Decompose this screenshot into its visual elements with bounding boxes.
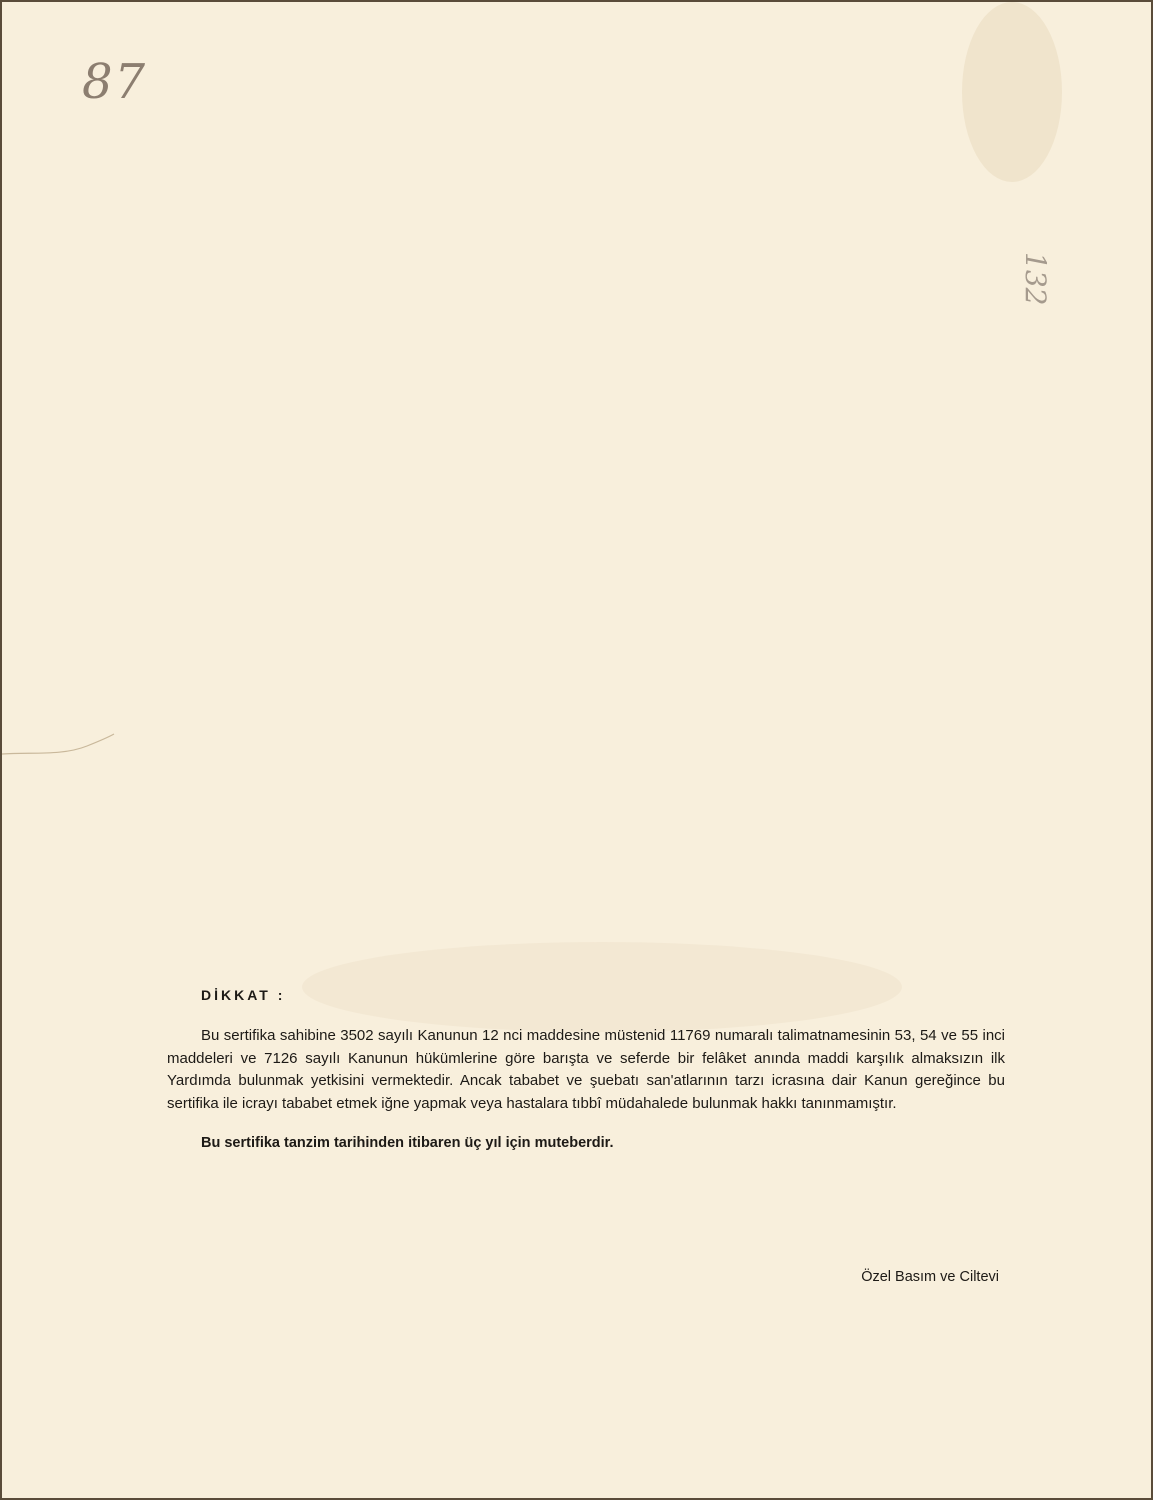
- notice-section: [167, 987, 1005, 1151]
- notice-title: DİKKAT :: [201, 987, 286, 1003]
- paper-crease: [2, 732, 117, 762]
- printer-credit: Özel Basım ve Ciltevi: [861, 1269, 999, 1285]
- notice-body: Bu sertifika sahibine 3502 sayılı Kanunun 12 nci maddesine müstenid 11769 numaralı talimatnamesinin 53, 54 ve 55 inci maddeleri ve 7126 sayılı Kanunun hükümlerine göre barışta ve seferde bir felâket anında maddi karşılık almaksızın ilk Yardımda bulunmak yetkisini vermektedir. Ancak tababet ve şuebatı san'atlarının tarzı icrasına dair Kanun gereğince bu sertifika ile icrayı tababet etmek iğne yapmak veya hastalara tıbbî müdahalede bulunmak hakkı tanınmamıştır.: [167, 1027, 1005, 1112]
- paper-stain: [962, 2, 1062, 182]
- handwritten-page-number: 87: [82, 54, 148, 110]
- validity-statement: Bu sertifika tanzim tarihinden itibaren üç yıl için muteberdir.: [201, 1135, 614, 1152]
- handwritten-margin-note: 132: [1019, 252, 1052, 306]
